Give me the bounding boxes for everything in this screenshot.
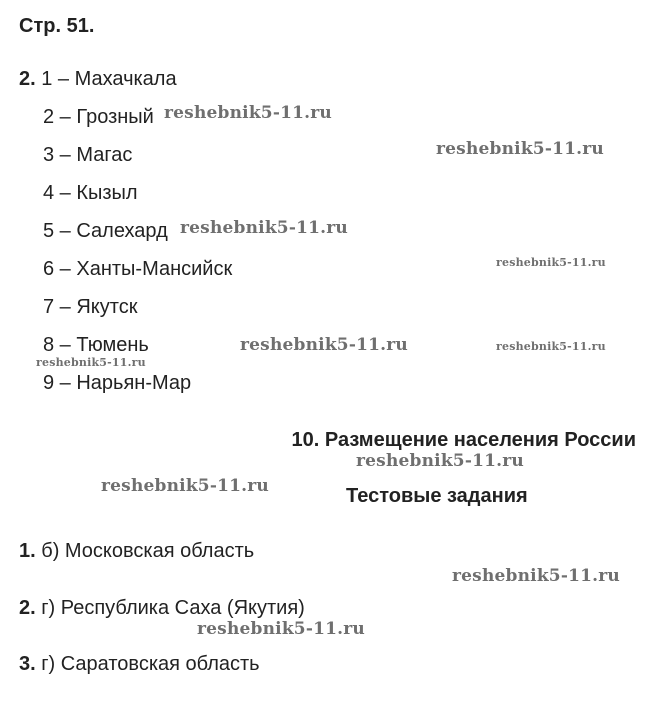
task2-item-9: 9 – Нарьян-Мар bbox=[43, 372, 192, 394]
task2-item-4: 4 – Кызыл bbox=[43, 182, 138, 204]
page-header: Стр. 51. bbox=[19, 15, 95, 37]
task2-item-5: 5 – Салехард bbox=[43, 220, 168, 242]
watermark: reshebnik5-11.ru bbox=[496, 256, 606, 269]
watermark: reshebnik5-11.ru bbox=[101, 476, 269, 496]
watermark: reshebnik5-11.ru bbox=[240, 335, 408, 355]
answer-3-text: г) Саратовская область bbox=[41, 653, 260, 675]
watermark: reshebnik5-11.ru bbox=[436, 139, 604, 159]
section-title: 10. Размещение населения России bbox=[291, 429, 636, 451]
task2-number: 2. bbox=[19, 68, 36, 90]
task2-item-6: 6 – Ханты-Мансийск bbox=[43, 258, 233, 280]
answer-2 bbox=[19, 598, 305, 618]
task2-item-3: 3 – Магас bbox=[43, 144, 133, 166]
task2-item-7: 7 – Якутск bbox=[43, 296, 138, 318]
watermark: reshebnik5-11.ru bbox=[496, 340, 606, 353]
watermark: reshebnik5-11.ru bbox=[452, 566, 620, 586]
answer-1-number: 1. bbox=[19, 540, 36, 562]
watermark: reshebnik5-11.ru bbox=[356, 451, 524, 471]
task2-item-1: 1 – Махачкала bbox=[41, 68, 177, 90]
task2-line-1 bbox=[19, 69, 177, 89]
watermark: reshebnik5-11.ru bbox=[36, 356, 146, 369]
answer-2-text: г) Республика Саха (Якутия) bbox=[41, 597, 305, 619]
answer-3 bbox=[19, 654, 260, 674]
watermark: reshebnik5-11.ru bbox=[164, 103, 332, 123]
task2-item-2: 2 – Грозный bbox=[43, 106, 154, 128]
watermark: reshebnik5-11.ru bbox=[197, 619, 365, 639]
answer-1 bbox=[19, 541, 254, 561]
section-subtitle: Тестовые задания bbox=[346, 485, 528, 507]
watermark: reshebnik5-11.ru bbox=[180, 218, 348, 238]
answer-3-number: 3. bbox=[19, 653, 36, 675]
task2-item-8: 8 – Тюмень bbox=[43, 334, 149, 356]
answer-1-text: б) Московская область bbox=[41, 540, 255, 562]
answer-2-number: 2. bbox=[19, 597, 36, 619]
